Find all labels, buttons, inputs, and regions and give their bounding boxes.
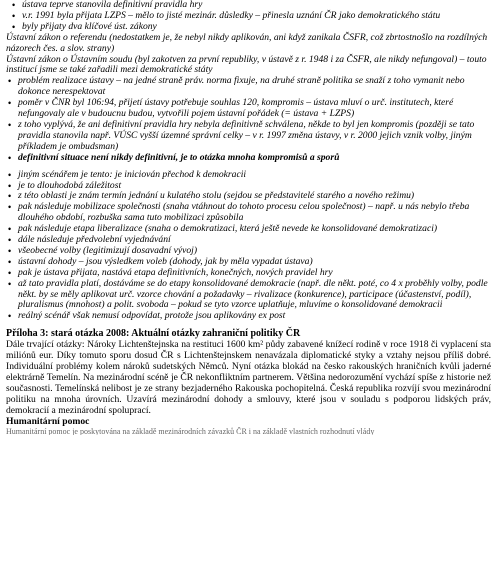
bullet-item: • je to dlouhodobá záležitost — [0, 181, 499, 192]
bullet-item: • v.r. 1991 byla přijata LZPS – mělo to jisté mezinár. důsledky – přinesla uznání ČR jako demokratického státu — [0, 11, 499, 22]
bullet-item: • dále následuje předvolební vyjednávání — [0, 235, 499, 246]
bullet-item: • až tato pravidla platí, dostáváme se do etapy konsolidované demokracie (např. dle někt. poté, co 4 x proběhly volby, podle někt. by se měly aplikovat urč. vzorce chování a požadavky – rivalizace (konkurence), participace (účastenství, podíl), pluralismus (mnohost) a polit. svoboda – pokud se tyto vzorce uplatňuje, mluvíme o konsolidované demokracii — [0, 279, 499, 312]
bullet-item: • poměr v ČNR byl 106:94, přijetí ústavy potřebuje souhlas 120, kompromis – ústava mluví o urč. institutech, které nefungovaly ale v budoucnu budou, vytvořili pojem ústavní pořádek (= ústava + LZPS) — [0, 98, 499, 120]
bullet-item: • ústavní dohody – jsou výsledkem voleb (dohody, jak by měla vypadat ústava) — [0, 257, 499, 268]
bullet-item: • pak následuje mobilizace společnosti (snaha vtáhnout do tohoto procesu celou společnost) – např. u nás nebylo třeba dlouhého období, rozbuška sama tuto mobilizaci způsobila — [0, 202, 499, 224]
bullet-item: • byly přijaty dva klíčové úst. zákony — [0, 22, 499, 33]
appendix-title: Příloha 3: stará otázka 2008: Aktuální otázky zahraniční politiky ČR — [6, 328, 301, 340]
bullet-item: • reálný scénář však nemusí odpovídat, protože jsou aplikovány ex post — [0, 311, 499, 322]
bullet-item: • z toho vyplývá, že ani definitivní pravidla hry nebyla definitivně schválena, někde to byl jen kompromis (později se tato pravidla stanovila např. VÚSC vyšší územné správní celky – v r. 1997 změna ústavy, v r. 2000 jejich vznik volby, jiným příkladem je ombudsman) — [0, 120, 499, 153]
bullet-item: • definitivní situace není nikdy definitivní, je to otázka mnoha kompromisů a sporů — [0, 153, 499, 164]
appendix-paragraph: Dále trvající otázky: Nároky Lichtenštejnska na restituci 1600 km² půdy zabavené knížecí rodině v roce 1918 či vyplacení sta miliónů eur. Díky tomuto sporu dosud ČR s Lichtenštejnskem nenavázala diplomatické styky a vztahy nejsou příliš dobré. Individuální problémy kolem nároků sudetských Němců. Nyní otázka blokád na česko rakouských hraničních kvůli jaderné elektrárně Temelín. Na mezinárodní scéně je ČR nekonfliktním partnerem. Většina nedorozumění vychází spíše z historie než současnosti. Temelínská nelibost je ze strany bezjaderného Rakouska pochopitelná. Česká republika rozvíjí svou mezinárodní politiku na mnoha úrovních. Uzavírá mezinárodní dohody a smlouvy, které jsou v souladu s podporou lidských práv, demokracií a mezinárodní spoluprací. — [6, 339, 491, 416]
bullet-item: • z této oblasti je znám termín jednání u kulatého stolu (sejdou se představitelé starého a nového režimu) — [0, 191, 499, 202]
bullet-item: • problém realizace ústavy – na jedné straně práv. norma fixuje, na druhé straně politika se snaží z toho vymanit nebo dokonce nerespektovat — [0, 76, 499, 98]
bullet-item: • všeobecné volby (legitimizují dosavadní vývoj) — [0, 246, 499, 257]
appendix-subheading: Humanitární pomoc — [6, 415, 90, 427]
note-paragraph: Ústavní zákon o Ústavním soudu (byl zakotven za první republiky, v ústavě z r. 1948 i za ČSFR, ale nikdy nefungoval) – touto institucí jsme se také zařadili mezi demokratické státy — [6, 53, 487, 76]
note-paragraph: Ústavní zákon o referendu (nedostatkem je, že nebyl nikdy aplikován, ani když zanikala ČSFR, což zbrtostnošlo na rozdílných názorech čes. a slov. strany) — [6, 31, 488, 54]
appendix-cutoff-line: Humanitární pomoc je poskytována na základě mezinárodních závazků ČR i na základě vlastních rozhodnutí vlády — [6, 427, 375, 436]
bullet-item: • jiným scénářem je tento: je iniciován přechod k demokracii — [0, 170, 499, 181]
bullet-item: • pak následuje etapa liberalizace (snaha o demokratizaci, která ještě nevede ke konsolidované demokratizaci) — [0, 224, 499, 235]
bullet-item: • pak je ústava přijata, nastává etapa definitivních, konečných, nových pravidel hry — [0, 268, 499, 279]
bullet-item: • ústava teprve stanovila definitivní pravidla hry — [0, 0, 499, 11]
